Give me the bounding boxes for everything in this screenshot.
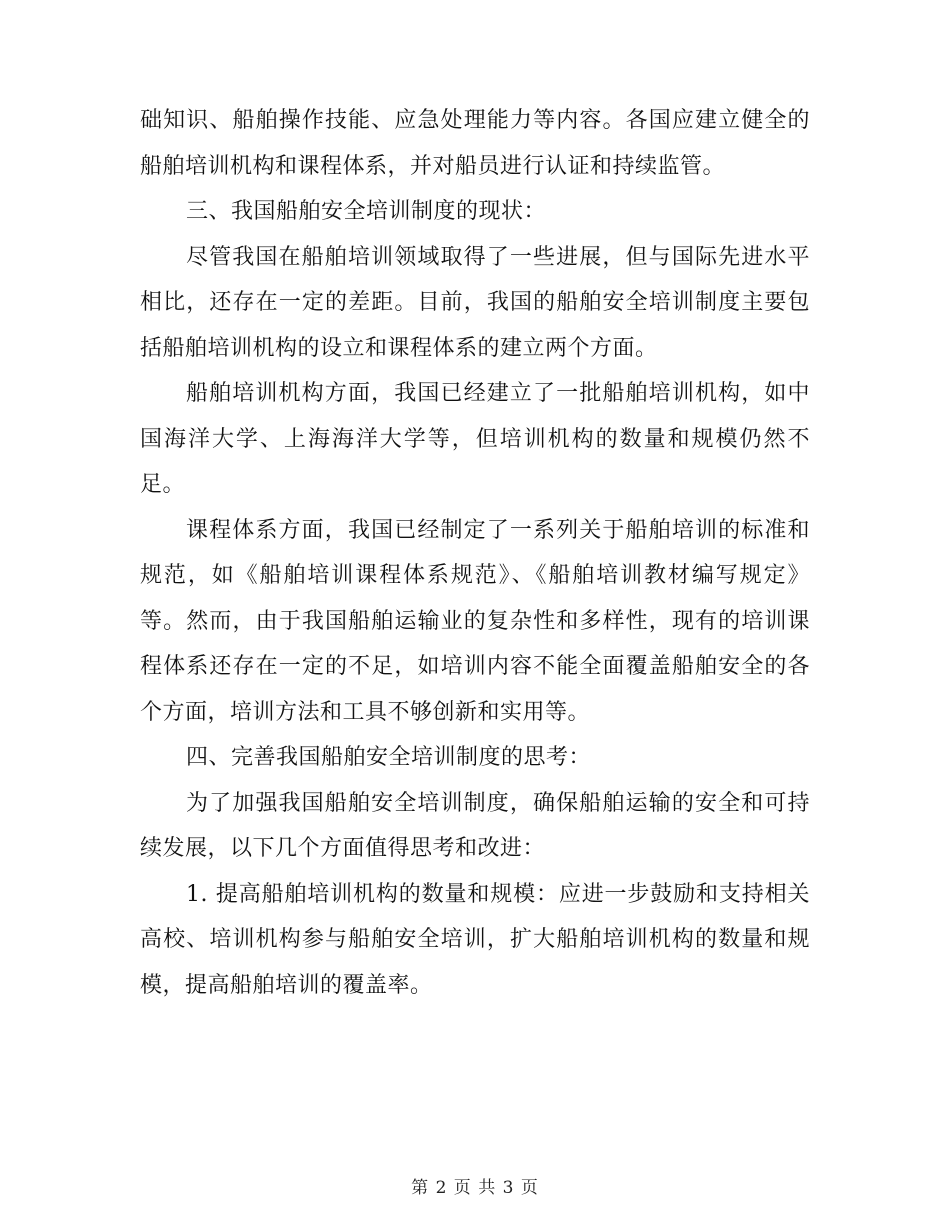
paragraph: 为了加强我国船舶安全培训制度，确保船舶运输的安全和可持续发展，以下几个方面值得思考和改进：	[140, 790, 810, 861]
paragraph-continuation: 础知识、船舶操作技能、应急处理能力等内容。各国应建立健全的船舶培训机构和课程体系，并对船员进行认证和持续监管。	[140, 108, 810, 179]
section-heading-4: 四、完善我国船舶安全培训制度的思考：	[186, 745, 592, 770]
paragraph: 尽管我国在船舶培训领域取得了一些进展，但与国际先进水平相比，还存在一定的差距。目前，我国的船舶安全培训制度主要包括船舶培训机构的设立和课程体系的建立两个方面。	[140, 244, 810, 361]
list-item: 1. 提高船舶培训机构的数量和规模：应进一步鼓励和支持相关高校、培训机构参与船舶安全培训，扩大船舶培训机构的数量和规模，提高船舶培训的覆盖率。	[140, 881, 810, 998]
paragraph: 船舶培训机构方面，我国已经建立了一批船舶培训机构，如中国海洋大学、上海海洋大学等，但培训机构的数量和规模仍然不足。	[140, 381, 810, 497]
page-number-footer: 第 2 页 共 3 页	[411, 1178, 539, 1198]
paragraph: 课程体系方面，我国已经制定了一系列关于船舶培训的标准和规范，如《船舶培训课程体系规范》、《船舶培训教材编写规定》等。然而，由于我国船舶运输业的复杂性和多样性，现有的培训课程体系还存在一定的不足，如培训内容不能全面覆盖船舶安全的各个方面，培训方法和工具不够创新和实用等。	[140, 517, 810, 725]
section-heading-3: 三、我国船舶安全培训制度的现状：	[186, 199, 547, 224]
document-body	[140, 98, 810, 1008]
